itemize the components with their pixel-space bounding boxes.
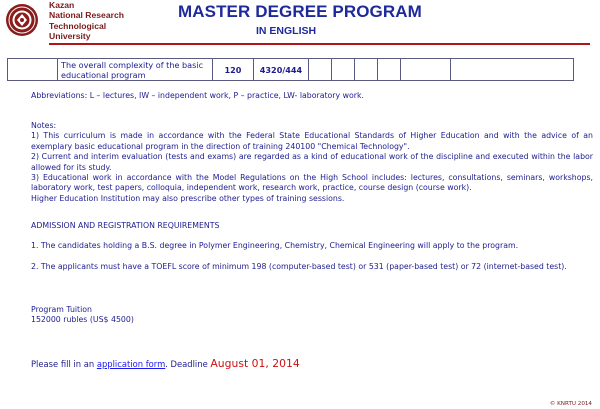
table-cell-hours: 4320/444: [254, 59, 309, 81]
note-item: 1) This curriculum is made in accordance with the Federal State Educational Standards of Higher Education and with the advice of an exemplary basic educational program in the direction of training 240100 "Chemical Technology".: [31, 131, 593, 151]
table-cell-empty: [451, 59, 574, 81]
copyright-text: © KNRTU 2014: [549, 401, 592, 407]
table-cell-label: The overall complexity of the basic educational program: [58, 59, 213, 81]
application-line: [31, 357, 300, 370]
table-cell-empty: [8, 59, 58, 81]
abbreviations-text: Abbreviations: L – lectures, IW – independent work, P – practice, LW- laboratory work.: [31, 91, 364, 100]
deadline-label: . Deadline: [165, 359, 211, 369]
application-form-link[interactable]: application form: [96, 359, 166, 369]
page-subtitle: IN ENGLISH: [256, 25, 317, 37]
table-cell-credits: 120: [213, 59, 254, 81]
deadline-date: August 01, 2014: [210, 357, 300, 370]
tuition-section: [31, 305, 134, 326]
university-name: [49, 0, 124, 41]
university-seal-icon: [5, 3, 39, 37]
curriculum-table: [7, 58, 574, 81]
notes-section: [7, 121, 593, 204]
table-row: [8, 59, 574, 81]
university-name-line: University: [49, 30, 91, 41]
tuition-amount: 152000 rubles (US$ 4500): [31, 315, 134, 325]
requirement-item: 2. The applicants must have a TOEFL score of minimum 198 (computer-based test) or 531 (paper-based test) or 72 (internet-based test).: [31, 262, 567, 271]
page-title: MASTER DEGREE PROGRAM: [178, 2, 422, 21]
requirement-item: 1. The candidates holding a B.S. degree in Polymer Engineering, Chemistry, Chemical Engineering will apply to the program.: [31, 241, 519, 250]
notes-heading: Notes:: [31, 121, 57, 130]
page-header: [0, 0, 600, 46]
note-item: 2) Current and interim evaluation (tests and exams) are regarded as a kind of educational work of the discipline and executed within the labor allowed for its study.: [31, 152, 593, 172]
university-name-line: Kazan: [49, 0, 75, 10]
header-divider: [49, 43, 590, 45]
admission-heading: ADMISSION AND REGISTRATION REQUIREMENTS: [31, 221, 220, 230]
university-name-line: Technological: [49, 20, 107, 31]
table-cell-empty: [401, 59, 451, 81]
table-cell-empty: [378, 59, 401, 81]
table-cell-empty: [355, 59, 378, 81]
university-name-line: National Research: [49, 10, 124, 21]
note-item: 3) Educational work in accordance with the Model Regulations on the High School includes: lectures, consultations, seminars, workshops, laboratory work, test papers, colloquia, independent work, research work, practice, course design (course work).: [31, 173, 593, 193]
table-cell-empty: [332, 59, 355, 81]
table-cell-empty: [309, 59, 332, 81]
tuition-label: Program Tuition: [31, 305, 92, 314]
application-prefix: Please fill in an: [31, 359, 97, 369]
note-item: Higher Education Institution may also prescribe other types of training sessions.: [31, 193, 345, 203]
